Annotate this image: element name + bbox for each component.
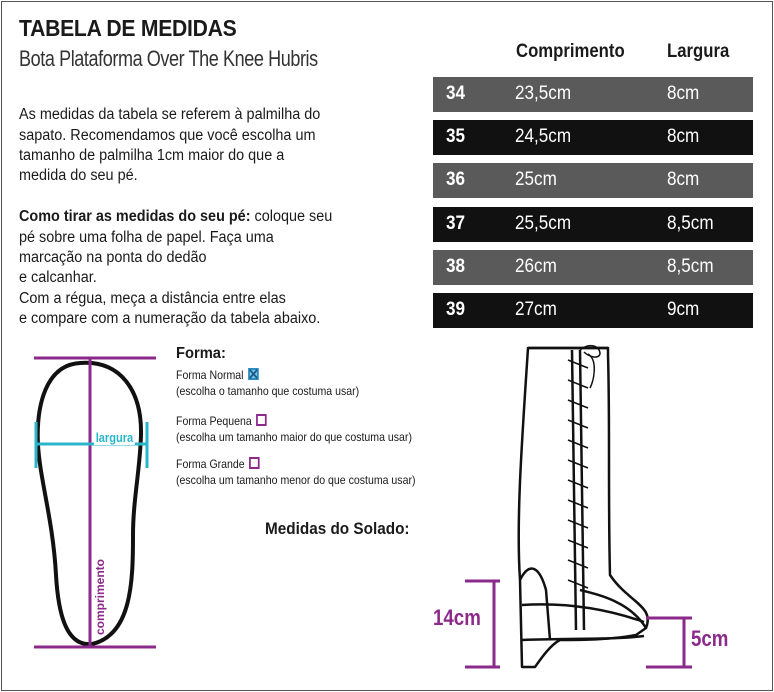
length-cell: 25,5cm	[515, 213, 572, 234]
front-height-label: 5cm	[691, 626, 729, 651]
howto-label: Como tirar as medidas do seu pé:	[19, 208, 251, 225]
size-cell: 39	[446, 299, 466, 320]
size-cell: 35	[446, 126, 466, 147]
length-cell: 24,5cm	[515, 126, 572, 147]
howto-line-4: e calcanhar.	[19, 269, 97, 286]
forma-option-hint: (escolha um tamanho maior do que costuma usar)	[176, 430, 412, 444]
table-row	[433, 207, 753, 242]
size-cell: 34	[446, 83, 466, 104]
table-row	[433, 77, 753, 112]
width-cell: 8,5cm	[667, 213, 714, 234]
width-cell: 8cm	[667, 126, 700, 147]
forma-option-hint: (escolha o tamanho que costuma usar)	[176, 384, 360, 398]
boot-lace-line	[580, 350, 584, 630]
length-cell: 25cm	[515, 169, 557, 190]
width-cell: 9cm	[667, 299, 700, 320]
checkbox-icon	[249, 457, 260, 469]
table-row	[433, 293, 753, 328]
product-name: Bota Plataforma Over The Knee Hubris	[19, 46, 318, 71]
table-row	[433, 163, 753, 198]
width-label: largura	[95, 430, 134, 445]
forma-option-label: Forma Pequena	[176, 414, 252, 428]
length-cell: 23,5cm	[515, 83, 572, 104]
table-row	[433, 120, 753, 155]
howto-line-2: pé sobre uma folha de papel. Faça uma	[19, 229, 274, 246]
column-header-width: Largura	[667, 41, 730, 62]
table-row	[433, 250, 753, 285]
page-title: TABELA DE MEDIDAS	[19, 15, 237, 41]
length-cell: 26cm	[515, 256, 557, 277]
size-cell: 36	[446, 169, 466, 190]
heel-height-label: 14cm	[433, 605, 481, 630]
intro-line-3: tamanho de palmilha 1cm maior do que a	[19, 147, 285, 164]
intro-line-1: As medidas da tabela se referem à palmilha do	[19, 106, 321, 123]
sole-measurements-title: Medidas do Solado:	[265, 519, 410, 538]
forma-option-label: Forma Grande	[176, 457, 245, 471]
size-cell: 38	[446, 256, 466, 277]
howto-line-1-rest: coloque seu	[250, 208, 333, 225]
boot-lace-line	[572, 350, 576, 630]
checkbox-icon	[256, 414, 267, 426]
width-cell: 8cm	[667, 169, 700, 190]
boot-platform-band	[522, 636, 644, 640]
intro-line-2: sapato. Recomendamos que você escolha um	[19, 127, 316, 144]
howto-line-6: e compare com a numeração da tabela abaixo.	[19, 310, 321, 327]
length-cell: 27cm	[515, 299, 557, 320]
checkbox-checked-icon	[248, 368, 259, 380]
length-label: comprimento	[93, 558, 107, 635]
howto-line-1	[19, 207, 332, 227]
forma-option-hint: (escolha um tamanho menor do que costuma usar)	[176, 473, 416, 487]
forma-option-normal	[176, 367, 359, 399]
howto-line-5: Com a régua, meça a distância entre elas	[19, 290, 286, 307]
width-cell: 8,5cm	[667, 256, 714, 277]
forma-title: Forma:	[176, 345, 226, 362]
width-cell: 8cm	[667, 83, 700, 104]
forma-option-small	[176, 413, 412, 445]
front-dimension	[646, 618, 692, 667]
column-header-length: Comprimento	[516, 41, 625, 62]
forma-option-label: Forma Normal	[176, 368, 244, 382]
size-cell: 37	[446, 213, 466, 234]
howto-line-3: marcação na ponta do dedão	[19, 249, 207, 266]
intro-line-4: medida do seu pé.	[19, 167, 138, 184]
forma-option-large	[176, 456, 415, 488]
